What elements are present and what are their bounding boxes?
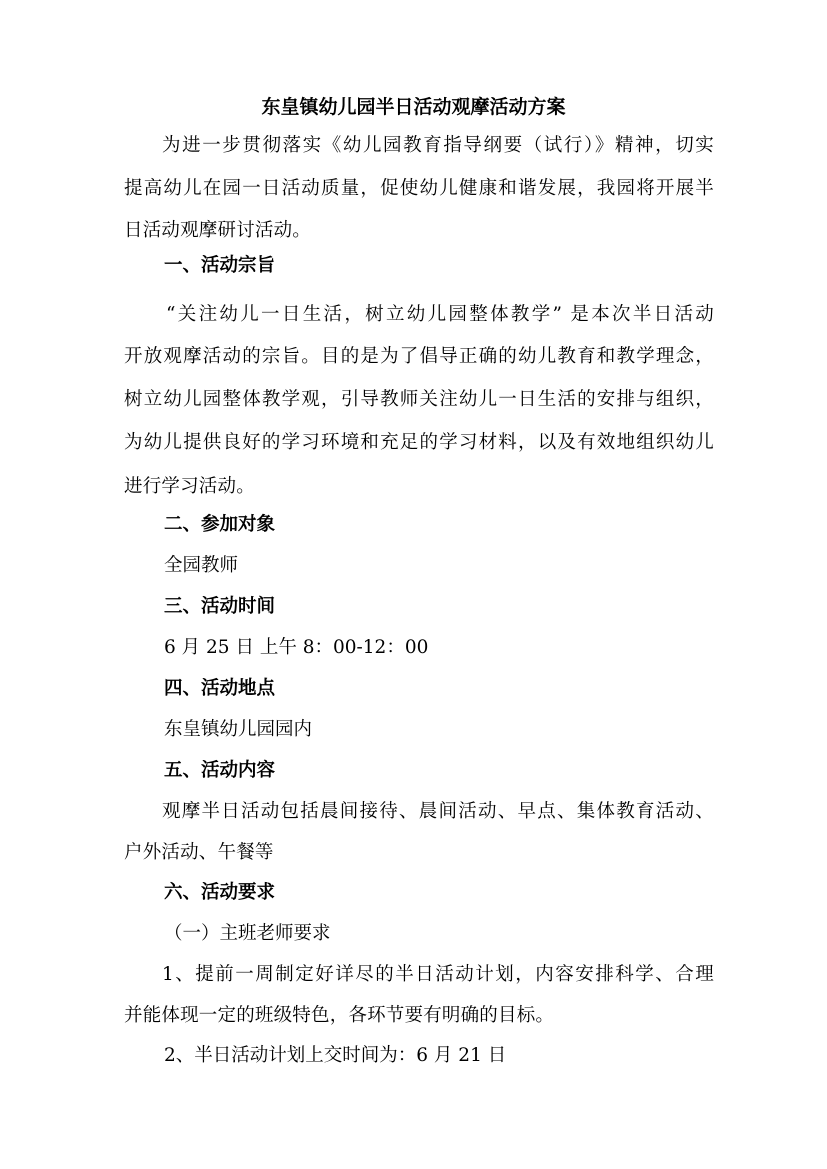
intro-line-3: 日活动观摩研讨活动。 (124, 220, 312, 241)
section-6-item-1-line-2: 并能体现一定的班级特色，各环节要有明确的目标。 (124, 1005, 555, 1026)
section-1-line-4: 为幼儿提供良好的学习环境和充足的学习材料，以及有效地组织幼儿 (124, 432, 714, 453)
section-6-item-2: 2、半日活动计划上交时间为：6 月 21 日 (164, 1045, 507, 1066)
section-1-line-1: “关注幼儿一日生活，树立幼儿园整体教学” 是本次半日活动 (166, 304, 714, 325)
section-3-heading: 三、活动时间 (164, 596, 276, 617)
section-1-line-5: 进行学习活动。 (124, 476, 255, 497)
section-6-subheading: （一）主班老师要求 (164, 923, 331, 944)
section-2-text: 全园教师 (164, 555, 239, 576)
section-2-heading: 二、参加对象 (164, 514, 276, 535)
section-1-line-3: 树立幼儿园整体教学观，引导教师关注幼儿一日生活的安排与组织， (124, 389, 714, 410)
section-1-heading: 一、活动宗旨 (164, 255, 276, 276)
section-4-heading: 四、活动地点 (164, 678, 276, 699)
section-1-line-2: 开放观摩活动的宗旨。目的是为了倡导正确的幼儿教育和教学理念， (124, 346, 714, 367)
section-6-heading: 六、活动要求 (164, 882, 276, 903)
document-title: 东皇镇幼儿园半日活动观摩活动方案 (261, 96, 566, 118)
intro-line-2: 提高幼儿在园一日活动质量，促使幼儿健康和谐发展，我园将开展半 (124, 178, 714, 199)
section-5-line-2: 户外活动、午餐等 (124, 842, 274, 863)
section-4-text: 东皇镇幼儿园园内 (164, 719, 313, 740)
intro-line-1: 为进一步贯彻落实《幼儿园教育指导纲要（试行）》精神，切实 (162, 135, 714, 156)
section-6-item-1-line-1: 1、提前一周制定好详尽的半日活动计划，内容安排科学、合理 (162, 964, 714, 985)
section-5-line-1: 观摩半日活动包括晨间接待、晨间活动、早点、集体教育活动、 (162, 801, 714, 822)
section-3-text: 6 月 25 日 上午 8：00-12：00 (164, 637, 429, 658)
section-5-heading: 五、活动内容 (164, 760, 276, 781)
